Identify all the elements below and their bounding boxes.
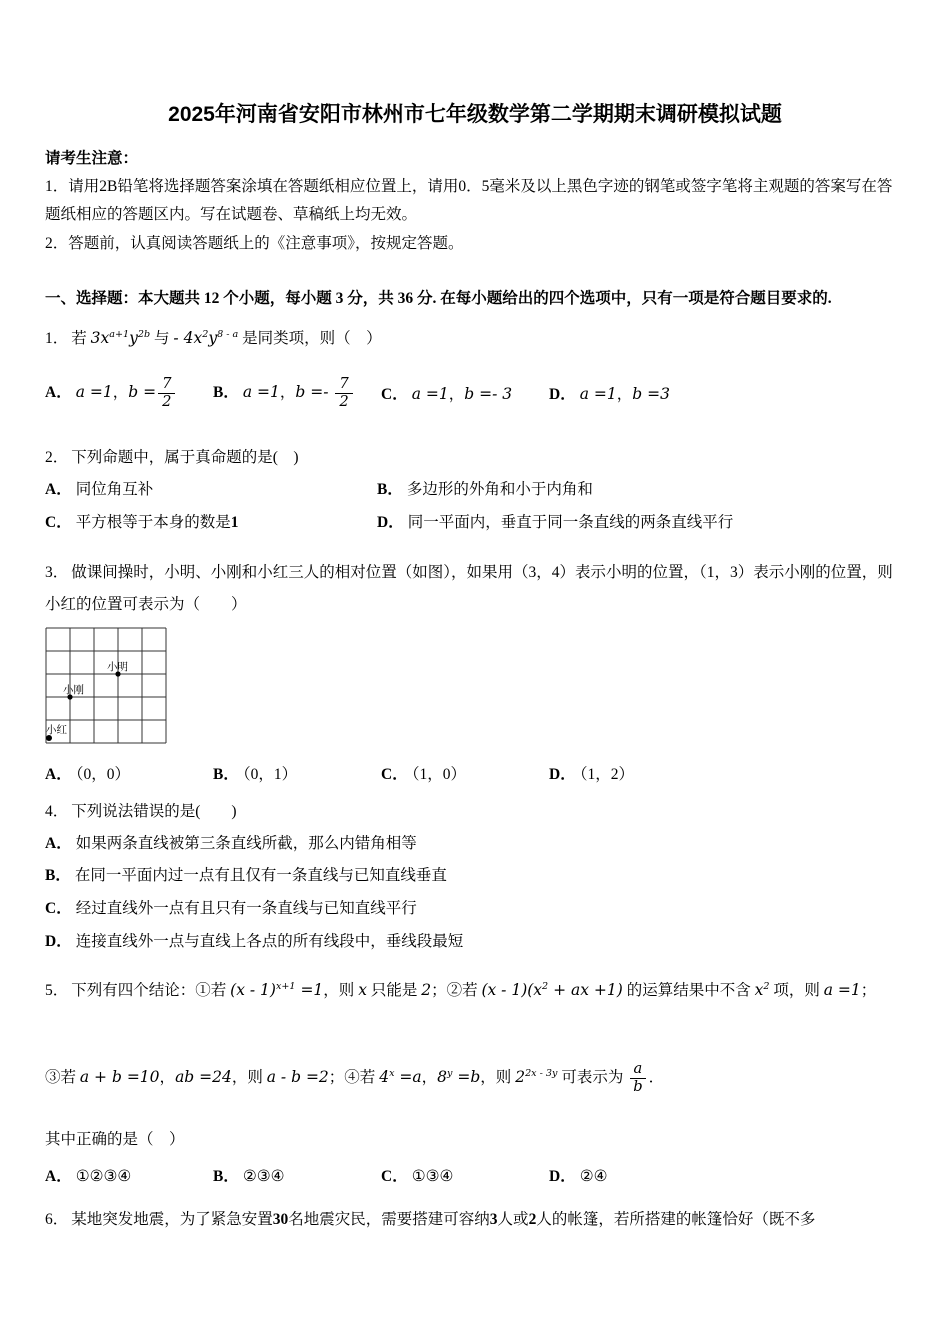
option-text: ②③④: [242, 1168, 285, 1186]
question-5-text-3: 其中正确的是（ ）: [45, 1130, 185, 1148]
option-label: C．: [381, 386, 408, 404]
option-label: D．: [377, 513, 404, 531]
question-5-option-a: [45, 1161, 213, 1192]
option-text: （0，0）: [75, 765, 130, 783]
page-title: 2025年河南省安阳市林州市七年级数学第二学期期末调研模拟试题: [168, 103, 782, 126]
question-5-text-2: ③若 a + b =10，ab =24，则 a - b =2；④若 $4^x =a$，$8^y =b$，则 $2^{2x - 3y}$ 可表示为 $\frac{a}{b}$ ．: [45, 1059, 665, 1095]
option-text: 经过直线外一点有且只有一条直线与已知直线平行: [75, 900, 417, 918]
question-3-option-d: [549, 759, 634, 790]
option-label: A．: [45, 1168, 72, 1186]
question-3-number: 3．: [45, 564, 69, 582]
option-label: D．: [549, 765, 576, 783]
question-1-number: 1．: [45, 329, 69, 347]
question-3-option-b: [213, 759, 381, 790]
question-2-option-d: [377, 507, 905, 540]
question-5-text-1: 下列有四个结论：①若 (x - 1)$^{x+1}$ =1，则 x 只能是 2；②若 $(x - 1)(x^2$ + ax +1) 的运算结果中不含 $x^2$ 项，则 a =1；: [71, 980, 877, 1000]
option-label: D．: [549, 1168, 576, 1186]
option-text: （1，2）: [579, 765, 634, 783]
question-3-options: [45, 759, 905, 790]
notice-item-1: 1．请用2B铅笔将选择题答案涂填在答题纸相应位置上，请用0．5毫米及以上黑色字迹的钢笔或签字笔将主观题的答案写在答题纸相应的答题区内。写在试题卷、草稿纸上均无效。: [45, 178, 893, 224]
option-text: ①③④: [411, 1168, 454, 1186]
option-text: （0，1）: [242, 765, 298, 783]
question-2-number: 2．: [45, 449, 69, 467]
question-4-options: [45, 828, 905, 959]
question-5-stem-line2: [45, 1061, 905, 1096]
position-grid-figure: [45, 627, 167, 747]
option-text: a =1，b = $\frac{7}{2}$: [76, 384, 178, 401]
option-label: B．: [213, 765, 239, 783]
question-5-number: 5．: [45, 982, 69, 1000]
question-1-text: 若 $3x^{a+1}y^{2b}$ 与 - $4x^2y^{8 - a}$ 是同类项，则（ ）: [71, 328, 382, 347]
question-1-option-a: [45, 376, 213, 411]
option-label: A．: [45, 834, 72, 852]
question-4-text: 下列说法错误的是( ): [71, 802, 237, 820]
option-text: 多边形的外角和小于内角和: [406, 481, 593, 499]
xiaohong-label: 小红: [46, 723, 67, 736]
question-3-option-a: [45, 759, 213, 790]
question-5-stem-line1: [45, 975, 905, 1007]
question-5: [45, 975, 905, 1192]
option-label: C．: [381, 1168, 408, 1186]
question-4-option-a: [45, 828, 905, 861]
question-2-options: [45, 474, 905, 539]
question-6: [45, 1204, 905, 1236]
question-2-text: 下列命题中，属于真命题的是( ): [71, 449, 299, 467]
question-3-text: 做课间操时，小明、小刚和小红三人的相对位置（如图），如果用（3，4）表示小明的位置，（1，3）表示小刚的位置，则小红的位置可表示为（ ）: [45, 564, 893, 614]
question-1: [45, 323, 905, 417]
question-4-stem: [45, 796, 905, 828]
section-1-header: 一、选择题：本大题共 12 个小题，每小题 3 分，共 36 分. 在每小题给出的四个选项中，只有一项是符合题目要求的.: [45, 289, 832, 307]
question-4-number: 4．: [45, 802, 69, 820]
option-label: A．: [45, 765, 72, 783]
option-text: ①②③④: [75, 1168, 132, 1186]
question-2-option-a: [45, 474, 377, 507]
question-6-number: 6．: [45, 1211, 69, 1229]
question-1-option-c: [381, 382, 549, 404]
question-5-stem-line3: [45, 1124, 905, 1156]
option-text: （1，0）: [411, 765, 466, 783]
question-2-option-c: [45, 507, 377, 540]
option-text: 同位角互补: [75, 481, 154, 499]
option-label: B．: [213, 1168, 239, 1186]
question-4-option-c: [45, 893, 905, 926]
question-3: [45, 557, 905, 790]
question-3-option-c: [381, 759, 549, 790]
question-1-option-d: [549, 382, 670, 404]
question-2: [45, 442, 905, 539]
question-5-option-d: [549, 1161, 608, 1192]
option-label: D．: [45, 933, 72, 951]
option-label: A．: [45, 384, 72, 402]
option-label: A．: [45, 481, 72, 499]
option-label: D．: [549, 386, 576, 404]
option-label: C．: [45, 513, 72, 531]
question-6-stem: [45, 1204, 905, 1236]
question-2-stem: [45, 442, 905, 474]
question-5-options: [45, 1161, 905, 1192]
xiaogang-label: 小刚: [63, 683, 84, 696]
question-2-option-b: [377, 474, 905, 507]
xiaoming-label: 小明: [107, 660, 128, 673]
question-4-option-b: [45, 860, 905, 893]
option-text: a =1，b =- 3: [411, 385, 513, 404]
question-4-option-d: [45, 926, 905, 959]
option-text: 如果两条直线被第三条直线所截，那么内错角相等: [75, 834, 417, 852]
option-label: B．: [377, 481, 403, 499]
option-text: 在同一平面内过一点有且仅有一条直线与已知直线垂直: [74, 867, 447, 885]
option-text: a =1，b =3: [579, 385, 670, 404]
option-text: 连接直线外一点与直线上各点的所有线段中，垂线段最短: [75, 933, 464, 951]
question-3-stem: [45, 557, 905, 621]
question-4: [45, 796, 905, 959]
option-label: B．: [45, 867, 71, 885]
option-text: 平方根等于本身的数是1: [75, 513, 239, 531]
question-5-option-c: [381, 1161, 549, 1192]
option-label: B．: [213, 384, 239, 402]
option-text: ②④: [579, 1168, 608, 1186]
question-6-text: 某地突发地震，为了紧急安置30名地震灾民，需要搭建可容纳3人或2人的帐篷，若所搭建的帐篷恰好（既不多: [71, 1211, 816, 1229]
question-1-stem: [45, 323, 905, 355]
notice-header: 请考生注意：: [45, 150, 139, 167]
option-text: a =1，b =- $\frac{7}{2}$: [243, 384, 355, 401]
option-label: C．: [45, 900, 72, 918]
notice-item-2: 2．答题前，认真阅读答题纸上的《注意事项》，按规定答题。: [45, 234, 464, 252]
notice-block: [45, 145, 905, 258]
option-text: 同一平面内，垂直于同一条直线的两条直线平行: [407, 513, 734, 531]
option-label: C．: [381, 765, 408, 783]
question-1-option-b: [213, 376, 381, 411]
question-5-option-b: [213, 1161, 381, 1192]
question-1-options: [45, 370, 905, 416]
